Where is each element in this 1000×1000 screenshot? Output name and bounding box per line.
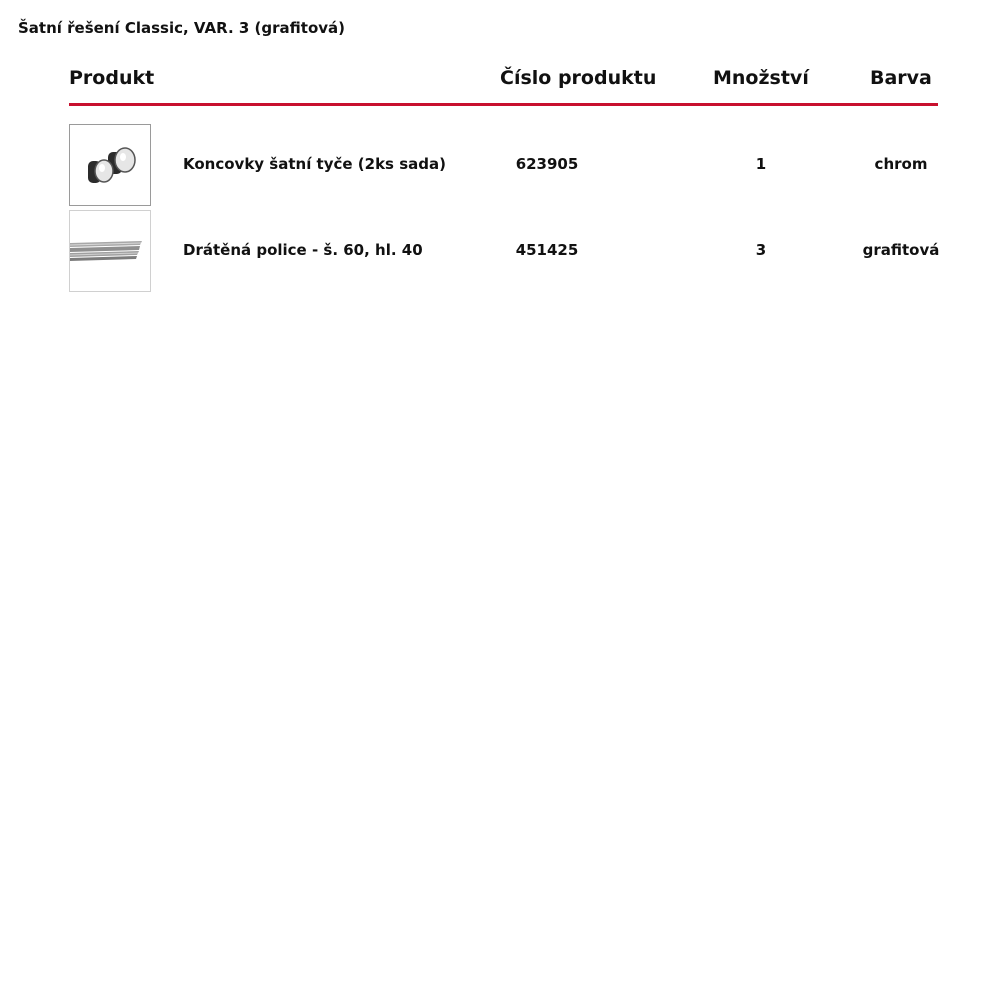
column-header-product: Produkt (69, 67, 155, 89)
product-quantity: 1 (755, 155, 767, 173)
product-name: Drátěná police - š. 60, hl. 40 (183, 241, 423, 259)
product-table (69, 60, 938, 296)
product-number: 623905 (515, 155, 579, 173)
table-row (69, 210, 938, 296)
column-header-quantity: Množství (713, 67, 809, 89)
column-header-color: Barva (870, 67, 932, 89)
product-number: 451425 (515, 241, 579, 259)
table-header (69, 60, 938, 106)
table-row (69, 124, 938, 210)
rod-end-caps-icon (70, 125, 150, 205)
product-color: grafitová (862, 241, 940, 259)
product-name: Koncovky šatní tyče (2ks sada) (183, 155, 446, 173)
wire-shelf-icon (70, 211, 150, 291)
column-header-product-number: Číslo produktu (500, 67, 657, 89)
page-title: Šatní řešení Classic, VAR. 3 (grafitová) (18, 19, 346, 37)
product-quantity: 3 (755, 241, 767, 259)
product-thumbnail[interactable] (69, 124, 151, 206)
product-thumbnail[interactable] (69, 210, 151, 292)
product-color: chrom (874, 155, 928, 173)
